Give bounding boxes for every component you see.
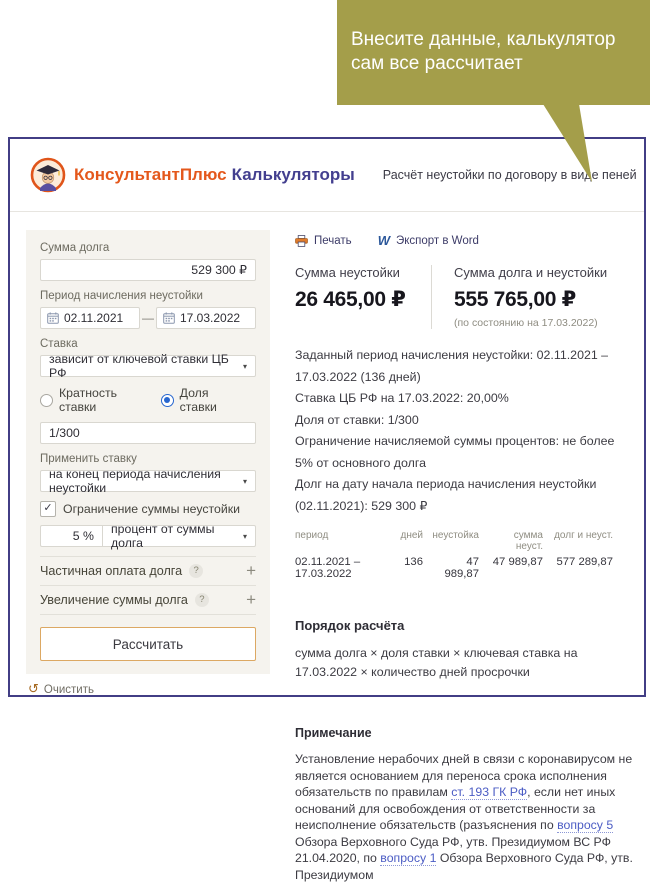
total-sum-label: Сумма долга и неустойки xyxy=(454,265,608,280)
rate-select-value: зависит от ключевой ставки ЦБ РФ xyxy=(49,352,229,380)
chevron-down-icon: ▾ xyxy=(242,531,247,541)
period-to-input[interactable] xyxy=(156,307,256,329)
result-detail-line: Ставка ЦБ РФ на 17.03.2022: 20,00% xyxy=(295,391,509,405)
calc-order-formula: сумма долга × доля ставки × ключевая ставка на 17.03.2022 × количество дней просрочки xyxy=(295,646,578,679)
plus-icon[interactable]: + xyxy=(246,590,256,609)
result-table xyxy=(295,530,633,580)
result-detail-line: Доля от ставки: 1/300 xyxy=(295,412,419,427)
printer-icon xyxy=(295,235,308,247)
export-word-button[interactable] xyxy=(378,233,479,248)
table-header-cell: неустойка xyxy=(432,530,479,541)
clear-button[interactable] xyxy=(28,684,270,696)
note-link[interactable]: вопросу 5 xyxy=(557,818,614,832)
card-body xyxy=(10,212,644,882)
page-title: Расчёт неустойки по договору в виде пеней xyxy=(382,168,637,182)
table-header-cell: период xyxy=(295,530,329,541)
help-icon[interactable]: ? xyxy=(195,593,209,607)
plus-icon[interactable]: + xyxy=(246,561,256,580)
chevron-down-icon: ▾ xyxy=(242,361,247,371)
period-dash: — xyxy=(142,311,154,325)
note-text xyxy=(295,751,633,883)
tooltip-bubble xyxy=(337,0,650,105)
note-link[interactable]: ст. 193 ГК РФ xyxy=(451,785,528,799)
limit-percent-row xyxy=(40,522,256,550)
table-cell: 577 289,87 xyxy=(556,556,613,568)
form-column xyxy=(26,230,270,696)
note-text-segment: Обзора Верховного Суда РФ, утв. Президиумом xyxy=(295,851,633,882)
table-header-cell: дней xyxy=(400,530,423,541)
note-text-segment: Обзора Верховного Суда РФ, утв. Президиумом ВС РФ 21.04.2020, по xyxy=(295,834,611,865)
table-cell: 47 989,87 xyxy=(444,556,479,580)
total-sum-block xyxy=(431,265,607,329)
consultantplus-logo-icon xyxy=(30,157,66,193)
rate-type-radios xyxy=(40,386,256,414)
fraction-input[interactable] xyxy=(40,422,256,444)
word-icon: W xyxy=(377,233,390,248)
results-toolbar xyxy=(295,233,633,248)
result-detail-line: Долг на дату начала периода начисления неустойки (02.11.2021): 529 300 ₽ xyxy=(295,477,597,513)
table-cell: 136 xyxy=(404,556,423,568)
fraction-value: 1/300 xyxy=(49,426,80,440)
partial-payment-label: Частичная оплата долга xyxy=(40,564,183,578)
debt-amount-value: 529 300 ₽ xyxy=(191,263,247,277)
total-sum-note: (по состоянию на 17.03.2022) xyxy=(454,317,598,329)
rate-multiplicity-label[interactable]: Кратность ставки xyxy=(59,386,118,414)
brand-name[interactable]: КонсультантПлюс xyxy=(74,165,227,184)
limit-type-select-value: процент от суммы долга xyxy=(111,522,215,550)
limit-label[interactable]: Ограничение суммы неустойки xyxy=(63,502,240,516)
penalty-sum-value: 26 465,00 ₽ xyxy=(295,288,406,311)
print-button[interactable] xyxy=(295,235,352,247)
penalty-sum-block xyxy=(295,265,431,329)
table-cell: 02.11.2021 – 17.03.2022 xyxy=(295,556,361,580)
tooltip-text-line2: сам все рассчитает xyxy=(351,53,523,74)
apply-rate-label: Применить ставку xyxy=(40,453,137,465)
brand-section[interactable]: Калькуляторы xyxy=(231,165,355,184)
period-row xyxy=(40,307,256,329)
form-panel xyxy=(26,230,270,674)
limit-percent-input[interactable] xyxy=(40,525,102,547)
partial-payment-section[interactable] xyxy=(40,556,256,585)
table-header-row xyxy=(295,530,633,552)
calculate-button[interactable]: Рассчитать xyxy=(40,627,256,661)
calculator-window xyxy=(8,137,646,882)
result-detail-line: Заданный период начисления неустойки: 02.11.2021 – 17.03.2022 (136 дней) xyxy=(295,348,609,384)
tooltip-tail xyxy=(540,104,596,184)
limit-type-select[interactable] xyxy=(102,522,256,550)
note-title: Примечание xyxy=(295,726,372,740)
penalty-sum-label: Сумма неустойки xyxy=(295,265,400,280)
apply-rate-select-value: на конец периода начисления неустойки xyxy=(49,467,221,495)
results-column xyxy=(295,233,633,883)
period-from-value: 02.11.2021 xyxy=(64,311,124,325)
result-detail-line: Ограничение начисляемой суммы процентов: не более 5% от основного долга xyxy=(295,434,615,470)
rate-fraction-radio[interactable] xyxy=(161,394,174,407)
period-from-input[interactable] xyxy=(40,307,140,329)
print-label: Печать xyxy=(314,234,352,247)
calc-order-title: Порядок расчёта xyxy=(295,618,405,633)
limit-row xyxy=(40,501,256,517)
rate-label: Ставка xyxy=(40,338,78,350)
help-icon[interactable]: ? xyxy=(189,564,203,578)
calendar-icon xyxy=(47,312,59,324)
apply-rate-select[interactable] xyxy=(40,467,256,495)
period-label: Период начисления неустойки xyxy=(40,290,203,302)
calendar-icon xyxy=(163,312,175,324)
limit-percent-value: 5 % xyxy=(72,529,94,543)
summary-row xyxy=(295,265,633,329)
note-text-segment: , если нет иных оснований для освобождения от ответственности за неисполнение обязательств (разъяснения по xyxy=(295,785,616,832)
result-details xyxy=(295,345,633,517)
note-text-segment: Установление нерабочих дней в связи с коронавирусом не является основанием для переноса срока исполнения обязательств по правилам xyxy=(295,752,633,799)
export-word-label: Экспорт в Word xyxy=(395,234,479,247)
limit-checkbox[interactable]: ✓ xyxy=(40,501,56,517)
table-body xyxy=(295,552,633,580)
table-header-cell: долг и неуст. xyxy=(554,530,613,541)
undo-icon: ↺ xyxy=(28,682,39,697)
note-link[interactable]: вопросу 1 xyxy=(380,851,437,865)
tooltip-text-line1: Внесите данные, калькулятор xyxy=(351,29,616,50)
period-to-value: 17.03.2022 xyxy=(180,311,241,325)
rate-select[interactable] xyxy=(40,352,256,380)
clear-label: Очистить xyxy=(43,684,94,696)
debt-amount-input[interactable] xyxy=(40,259,256,281)
debt-increase-label: Увеличение суммы долга xyxy=(40,593,188,607)
chevron-down-icon: ▾ xyxy=(242,476,247,486)
table-header-cell: сумма неуст. xyxy=(513,530,543,552)
total-sum-value: 555 765,00 ₽ xyxy=(454,288,576,311)
rate-multiplicity-radio[interactable] xyxy=(40,394,53,407)
debt-label: Сумма долга xyxy=(40,242,110,254)
rate-fraction-label[interactable]: Доля ставки xyxy=(179,386,217,414)
debt-increase-section[interactable] xyxy=(40,585,256,614)
table-cell: 47 989,87 xyxy=(492,556,543,568)
